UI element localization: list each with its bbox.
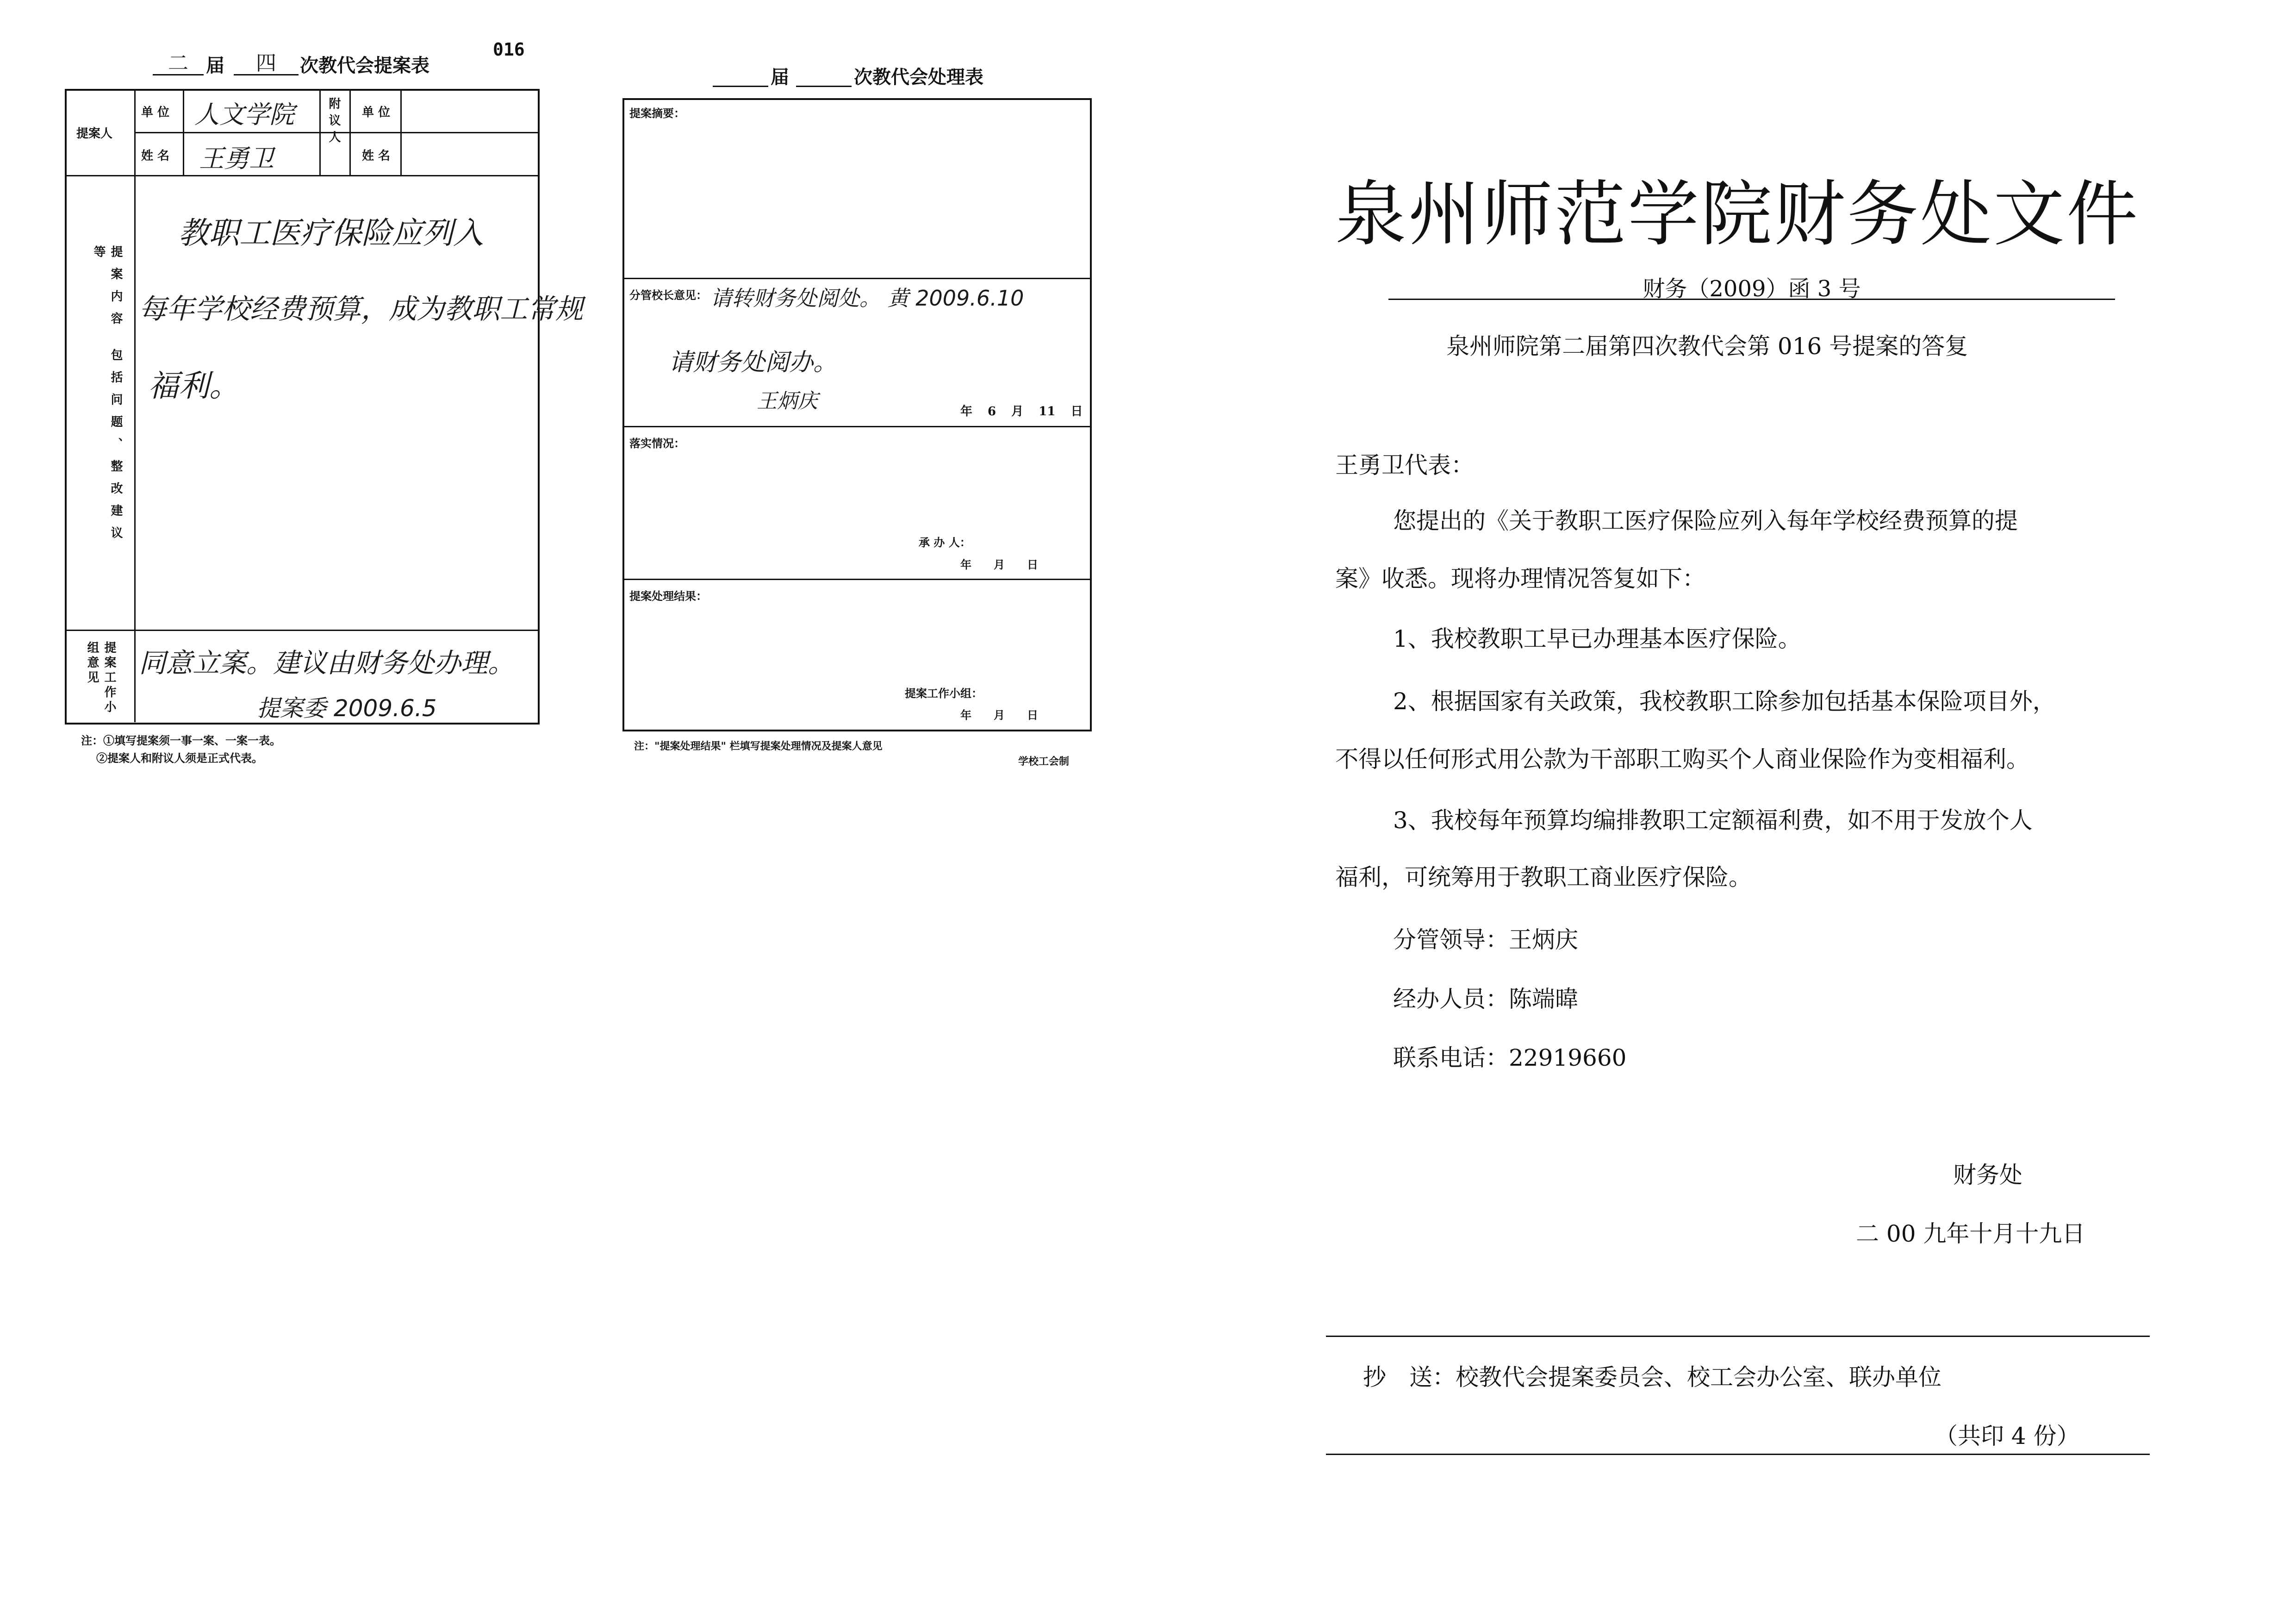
- item-3-line-2: 福利，可统筹用于教职工商业医疗保险。: [1335, 864, 1752, 891]
- salutation: 王勇卫代表：: [1335, 452, 1474, 479]
- implementation-label: 落实情况：: [629, 437, 685, 450]
- proposal-title-session: 四: [256, 51, 276, 75]
- handler-date: 年 月 日: [960, 558, 1038, 571]
- vp-label: 分管校长意见：: [629, 288, 707, 302]
- proposal-title-prefix: 二: [168, 51, 188, 75]
- vp-line-2: 请财务处阅办。: [669, 349, 838, 376]
- vp-sign: 王炳庆: [757, 389, 818, 413]
- result-label: 提案处理结果：: [629, 589, 707, 603]
- letter-header: 泉州师范学院财务处文件: [1335, 173, 2140, 256]
- content-label: 提案内容 包括问题、整改建议等: [92, 245, 123, 549]
- para1-line-1: 您提出的《关于教职工医疗保险应列入每年学校经费预算的提: [1393, 507, 2018, 534]
- content-line-1: 教职工医疗保险应列入: [178, 215, 484, 251]
- letter-subject: 泉州师院第二届第四次教代会第 016 号提案的答复: [1446, 333, 1968, 360]
- handling-title-mid: 届: [771, 66, 789, 88]
- staff: 经办人员：陈端暐: [1393, 986, 1578, 1012]
- vp-date: 年 6 月 11 日: [960, 405, 1083, 418]
- sign-department: 财务处: [1953, 1162, 2022, 1188]
- group-sign: 提案委 2009.6.5: [257, 695, 437, 722]
- cosigner-name-label: 姓 名: [362, 149, 391, 163]
- para1-line-2: 案》收悉。现将办理情况答复如下：: [1335, 565, 1705, 592]
- content-line-2: 每年学校经费预算，成为教职工常规: [139, 293, 583, 325]
- handling-footer: 学校工会制: [1018, 756, 1070, 768]
- sign-date: 二 00 九年十月十九日: [1856, 1220, 2085, 1247]
- item-1: 1、我校教职工早已办理基本医疗保险。: [1393, 625, 1801, 652]
- item-2-line-2: 不得以任何形式用公款为干部职工购买个人商业保险作为变相福利。: [1335, 746, 2029, 773]
- item-3-line-1: 3、我校每年预算均编排教职工定额福利费，如不用于发放个人: [1393, 807, 2033, 834]
- summary-label: 提案摘要：: [629, 106, 685, 120]
- name-label: 姓 名: [141, 149, 170, 163]
- proposal-title-suffix: 次教代会提案表: [300, 55, 429, 76]
- proposal-note-2: ②提案人和附议人须是正式代表。: [96, 751, 263, 765]
- result-group-label: 提案工作小组：: [905, 687, 983, 700]
- proposal-number: 016: [493, 39, 525, 60]
- group-opinion-label: 提案工作小组意见: [85, 641, 116, 715]
- cc-list: 抄 送：校教代会提案委员会、校工会办公室、联办单位: [1363, 1364, 1941, 1391]
- result-date: 年 月 日: [960, 708, 1038, 722]
- handling-title-suffix: 次教代会处理表: [854, 66, 983, 88]
- cosigner-unit-label: 单 位: [362, 106, 391, 119]
- content-line-3: 福利。: [148, 368, 240, 404]
- unit-label: 单 位: [141, 106, 170, 119]
- doc-number: 财务（2009）函 3 号: [1643, 276, 1861, 302]
- copies: （共印 4 份）: [1935, 1423, 2080, 1449]
- handling-note: 注："提案处理结果" 栏填写提案处理情况及提案人意见: [634, 740, 883, 752]
- item-2-line-1: 2、根据国家有关政策，我校教职工除参加包括基本保险项目外，: [1393, 688, 2056, 715]
- proposer-label: 提案人: [76, 127, 113, 141]
- name-value: 王勇卫: [199, 144, 274, 173]
- leader: 分管领导：王炳庆: [1393, 926, 1578, 953]
- vp-line-1: 请转财务处阅处。 黄 2009.6.10: [710, 286, 1024, 311]
- phone: 联系电话：22919660: [1393, 1044, 1627, 1071]
- proposal-note-1: 注：①填写提案须一事一案、一案一表。: [81, 734, 281, 747]
- handler-label: 承 办 人：: [919, 536, 971, 549]
- unit-value: 人文学院: [194, 100, 294, 129]
- group-opinion: 同意立案。建议由财务处办理。: [139, 647, 515, 679]
- cosigner-label: 附议人: [327, 97, 341, 147]
- proposal-title-mid: 届: [206, 55, 224, 76]
